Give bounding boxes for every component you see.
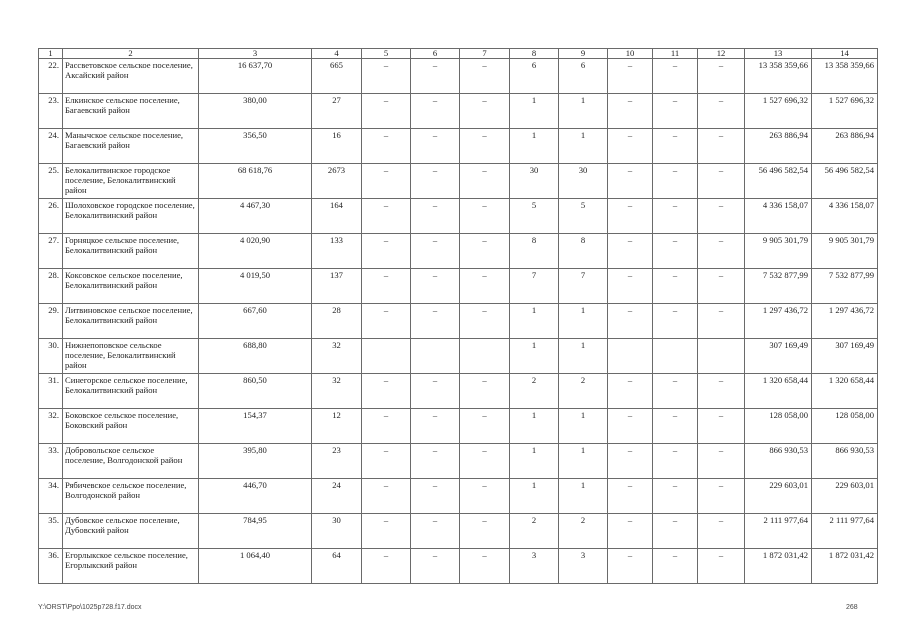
amount-value: 7 532 877,99 <box>812 269 878 304</box>
cell-value: – <box>653 304 698 339</box>
amount-value: 9 905 301,79 <box>745 234 812 269</box>
cell-value: – <box>608 59 653 94</box>
settlement-name: Елкинское сельское поселение, Багаевский район <box>63 94 199 129</box>
cell-value: – <box>608 94 653 129</box>
cell-value: – <box>460 269 510 304</box>
settlement-name: Синегорское сельское поселение, Белокалитвинский район <box>63 374 199 409</box>
cell-value: – <box>362 409 411 444</box>
cell-value: – <box>608 164 653 199</box>
column-header: 10 <box>608 49 653 59</box>
table-row <box>39 234 878 269</box>
cell-value: – <box>362 374 411 409</box>
cell-value: – <box>411 374 460 409</box>
cell-value: – <box>411 269 460 304</box>
cell-value: – <box>460 374 510 409</box>
count-value: 133 <box>312 234 362 269</box>
cell-value: 1 <box>510 479 559 514</box>
column-header: 8 <box>510 49 559 59</box>
settlement-name: Горняцкое сельское поселение, Белокалитвинский район <box>63 234 199 269</box>
cell-value: – <box>460 514 510 549</box>
cell-value: – <box>653 94 698 129</box>
settlement-name: Литвиновское сельское поселение, Белокалитвинский район <box>63 304 199 339</box>
count-value: 137 <box>312 269 362 304</box>
amount-value: 128 058,00 <box>812 409 878 444</box>
file-path-footer: Y:\ORST\Ppo\1025p728.f17.docx <box>38 604 142 611</box>
count-value: 164 <box>312 199 362 234</box>
column-header: 13 <box>745 49 812 59</box>
row-number: 28. <box>39 269 63 304</box>
cell-value: – <box>698 199 745 234</box>
amount-value: 7 532 877,99 <box>745 269 812 304</box>
cell-value: – <box>653 199 698 234</box>
area-value: 688,80 <box>199 339 312 374</box>
table-row <box>39 339 878 374</box>
settlement-name: Коксовское сельское поселение, Белокалитвинский район <box>63 269 199 304</box>
area-value: 356,50 <box>199 129 312 164</box>
table-row <box>39 269 878 304</box>
cell-value: – <box>698 164 745 199</box>
cell-value: 2 <box>510 514 559 549</box>
amount-value: 2 111 977,64 <box>812 514 878 549</box>
cell-value <box>460 339 510 374</box>
cell-value: – <box>411 304 460 339</box>
cell-value: 3 <box>510 549 559 584</box>
cell-value: 1 <box>559 129 608 164</box>
amount-value: 866 930,53 <box>745 444 812 479</box>
cell-value: 30 <box>510 164 559 199</box>
area-value: 154,37 <box>199 409 312 444</box>
area-value: 4 019,50 <box>199 269 312 304</box>
cell-value: – <box>362 94 411 129</box>
cell-value: – <box>653 479 698 514</box>
table-row <box>39 129 878 164</box>
row-number: 24. <box>39 129 63 164</box>
area-value: 68 618,76 <box>199 164 312 199</box>
cell-value: – <box>460 304 510 339</box>
settlement-name: Белокалитвинское городское поселение, Белокалитвинский район <box>63 164 199 199</box>
cell-value: – <box>698 549 745 584</box>
cell-value: 8 <box>510 234 559 269</box>
count-value: 24 <box>312 479 362 514</box>
area-value: 446,70 <box>199 479 312 514</box>
cell-value: – <box>698 59 745 94</box>
cell-value: – <box>411 234 460 269</box>
count-value: 32 <box>312 339 362 374</box>
cell-value: – <box>653 164 698 199</box>
header-row <box>39 49 878 59</box>
count-value: 2673 <box>312 164 362 199</box>
cell-value: – <box>698 444 745 479</box>
area-value: 380,00 <box>199 94 312 129</box>
cell-value: – <box>653 409 698 444</box>
cell-value: – <box>411 409 460 444</box>
cell-value: – <box>460 164 510 199</box>
cell-value: – <box>608 269 653 304</box>
column-header: 12 <box>698 49 745 59</box>
page-number: 268 <box>846 604 858 611</box>
row-number: 32. <box>39 409 63 444</box>
amount-value: 229 603,01 <box>812 479 878 514</box>
cell-value: – <box>362 234 411 269</box>
cell-value: – <box>460 94 510 129</box>
amount-value: 56 496 582,54 <box>812 164 878 199</box>
cell-value: 1 <box>559 479 608 514</box>
amount-value: 9 905 301,79 <box>812 234 878 269</box>
cell-value: – <box>608 199 653 234</box>
area-value: 1 064,40 <box>199 549 312 584</box>
amount-value: 56 496 582,54 <box>745 164 812 199</box>
cell-value: – <box>608 374 653 409</box>
count-value: 30 <box>312 514 362 549</box>
amount-value: 1 872 031,42 <box>812 549 878 584</box>
column-header: 2 <box>63 49 199 59</box>
cell-value: – <box>698 234 745 269</box>
cell-value: – <box>653 234 698 269</box>
amount-value: 13 358 359,66 <box>812 59 878 94</box>
cell-value <box>653 339 698 374</box>
count-value: 23 <box>312 444 362 479</box>
cell-value: – <box>362 549 411 584</box>
settlement-name: Шолоховское городское поселение, Белокалитвинский район <box>63 199 199 234</box>
cell-value: 8 <box>559 234 608 269</box>
cell-value: 2 <box>510 374 559 409</box>
cell-value: – <box>362 199 411 234</box>
cell-value: – <box>362 479 411 514</box>
cell-value: – <box>653 59 698 94</box>
data-table <box>38 48 878 584</box>
count-value: 12 <box>312 409 362 444</box>
cell-value: – <box>411 94 460 129</box>
row-number: 33. <box>39 444 63 479</box>
cell-value: – <box>362 514 411 549</box>
column-header: 11 <box>653 49 698 59</box>
count-value: 665 <box>312 59 362 94</box>
count-value: 28 <box>312 304 362 339</box>
cell-value: – <box>460 444 510 479</box>
row-number: 36. <box>39 549 63 584</box>
row-number: 23. <box>39 94 63 129</box>
cell-value: – <box>608 304 653 339</box>
cell-value: 30 <box>559 164 608 199</box>
amount-value: 307 169,49 <box>745 339 812 374</box>
area-value: 16 637,70 <box>199 59 312 94</box>
settlement-name: Рябичевское сельское поселение, Волгодонской район <box>63 479 199 514</box>
row-number: 34. <box>39 479 63 514</box>
table-row <box>39 549 878 584</box>
amount-value: 1 872 031,42 <box>745 549 812 584</box>
cell-value: – <box>411 479 460 514</box>
cell-value: – <box>608 234 653 269</box>
area-value: 395,80 <box>199 444 312 479</box>
cell-value: – <box>698 304 745 339</box>
count-value: 16 <box>312 129 362 164</box>
settlement-name: Дубовское сельское поселение, Дубовский район <box>63 514 199 549</box>
cell-value: 1 <box>559 444 608 479</box>
cell-value: 7 <box>510 269 559 304</box>
cell-value: 1 <box>510 94 559 129</box>
area-value: 784,95 <box>199 514 312 549</box>
row-number: 30. <box>39 339 63 374</box>
row-number: 35. <box>39 514 63 549</box>
settlement-name: Егорлыкское сельское поселение, Егорлыкский район <box>63 549 199 584</box>
cell-value: – <box>460 479 510 514</box>
cell-value: 1 <box>510 304 559 339</box>
column-header: 4 <box>312 49 362 59</box>
table-row <box>39 409 878 444</box>
cell-value: 1 <box>510 129 559 164</box>
amount-value: 1 297 436,72 <box>812 304 878 339</box>
settlement-name: Манычское сельское поселение, Багаевский район <box>63 129 199 164</box>
area-value: 860,50 <box>199 374 312 409</box>
table-row <box>39 444 878 479</box>
cell-value: – <box>460 409 510 444</box>
settlement-name: Добровольское сельское поселение, Волгодонской район <box>63 444 199 479</box>
cell-value: – <box>362 129 411 164</box>
cell-value: – <box>460 234 510 269</box>
count-value: 32 <box>312 374 362 409</box>
row-number: 29. <box>39 304 63 339</box>
amount-value: 128 058,00 <box>745 409 812 444</box>
cell-value: – <box>698 409 745 444</box>
table-row <box>39 479 878 514</box>
cell-value: – <box>411 164 460 199</box>
table-row <box>39 59 878 94</box>
cell-value: 1 <box>559 304 608 339</box>
cell-value: – <box>698 374 745 409</box>
table-row <box>39 304 878 339</box>
cell-value: 3 <box>559 549 608 584</box>
column-header: 3 <box>199 49 312 59</box>
table-row <box>39 164 878 199</box>
cell-value: – <box>653 269 698 304</box>
cell-value: – <box>698 269 745 304</box>
table-row <box>39 94 878 129</box>
settlement-name: Нижнепоповское сельское поселение, Белокалитвинский район <box>63 339 199 374</box>
cell-value: – <box>608 409 653 444</box>
row-number: 27. <box>39 234 63 269</box>
amount-value: 263 886,94 <box>812 129 878 164</box>
count-value: 64 <box>312 549 362 584</box>
cell-value: – <box>411 59 460 94</box>
column-header: 5 <box>362 49 411 59</box>
cell-value: – <box>411 549 460 584</box>
row-number: 31. <box>39 374 63 409</box>
area-value: 4 467,30 <box>199 199 312 234</box>
table-row <box>39 514 878 549</box>
cell-value: 6 <box>510 59 559 94</box>
cell-value: – <box>362 444 411 479</box>
amount-value: 4 336 158,07 <box>812 199 878 234</box>
cell-value: – <box>460 199 510 234</box>
cell-value: – <box>653 549 698 584</box>
amount-value: 1 320 658,44 <box>812 374 878 409</box>
row-number: 22. <box>39 59 63 94</box>
amount-value: 307 169,49 <box>812 339 878 374</box>
cell-value <box>698 339 745 374</box>
cell-value: – <box>460 59 510 94</box>
cell-value: – <box>608 514 653 549</box>
amount-value: 1 527 696,32 <box>745 94 812 129</box>
cell-value: – <box>608 444 653 479</box>
amount-value: 1 527 696,32 <box>812 94 878 129</box>
column-header: 6 <box>411 49 460 59</box>
amount-value: 13 358 359,66 <box>745 59 812 94</box>
cell-value: – <box>653 374 698 409</box>
cell-value: – <box>411 514 460 549</box>
column-header: 1 <box>39 49 63 59</box>
cell-value: 7 <box>559 269 608 304</box>
cell-value <box>362 339 411 374</box>
document-page <box>38 48 877 584</box>
cell-value: – <box>460 549 510 584</box>
amount-value: 1 320 658,44 <box>745 374 812 409</box>
cell-value: – <box>362 269 411 304</box>
cell-value: 1 <box>510 444 559 479</box>
cell-value: 1 <box>510 339 559 374</box>
column-header: 7 <box>460 49 510 59</box>
cell-value: – <box>362 59 411 94</box>
cell-value <box>608 339 653 374</box>
cell-value: – <box>698 129 745 164</box>
cell-value: 1 <box>559 409 608 444</box>
amount-value: 1 297 436,72 <box>745 304 812 339</box>
cell-value <box>411 339 460 374</box>
cell-value: 6 <box>559 59 608 94</box>
count-value: 27 <box>312 94 362 129</box>
amount-value: 229 603,01 <box>745 479 812 514</box>
cell-value: – <box>608 129 653 164</box>
cell-value: – <box>411 129 460 164</box>
cell-value: 1 <box>559 339 608 374</box>
cell-value: 2 <box>559 514 608 549</box>
cell-value: – <box>698 479 745 514</box>
cell-value: – <box>460 129 510 164</box>
cell-value: – <box>411 199 460 234</box>
area-value: 4 020,90 <box>199 234 312 269</box>
settlement-name: Боковское сельское поселение, Боковский район <box>63 409 199 444</box>
cell-value: – <box>653 129 698 164</box>
amount-value: 263 886,94 <box>745 129 812 164</box>
column-header: 14 <box>812 49 878 59</box>
cell-value: – <box>411 444 460 479</box>
cell-value: 1 <box>559 94 608 129</box>
area-value: 667,60 <box>199 304 312 339</box>
column-header: 9 <box>559 49 608 59</box>
cell-value: – <box>362 304 411 339</box>
amount-value: 4 336 158,07 <box>745 199 812 234</box>
table-row <box>39 374 878 409</box>
settlement-name: Рассветовское сельское поселение, Аксайский район <box>63 59 199 94</box>
row-number: 26. <box>39 199 63 234</box>
cell-value: – <box>608 479 653 514</box>
cell-value: – <box>362 164 411 199</box>
amount-value: 866 930,53 <box>812 444 878 479</box>
cell-value: – <box>608 549 653 584</box>
cell-value: – <box>653 514 698 549</box>
cell-value: 1 <box>510 409 559 444</box>
cell-value: – <box>653 444 698 479</box>
cell-value: 5 <box>510 199 559 234</box>
cell-value: 2 <box>559 374 608 409</box>
cell-value: 5 <box>559 199 608 234</box>
amount-value: 2 111 977,64 <box>745 514 812 549</box>
cell-value: – <box>698 94 745 129</box>
cell-value: – <box>698 514 745 549</box>
table-row <box>39 199 878 234</box>
row-number: 25. <box>39 164 63 199</box>
